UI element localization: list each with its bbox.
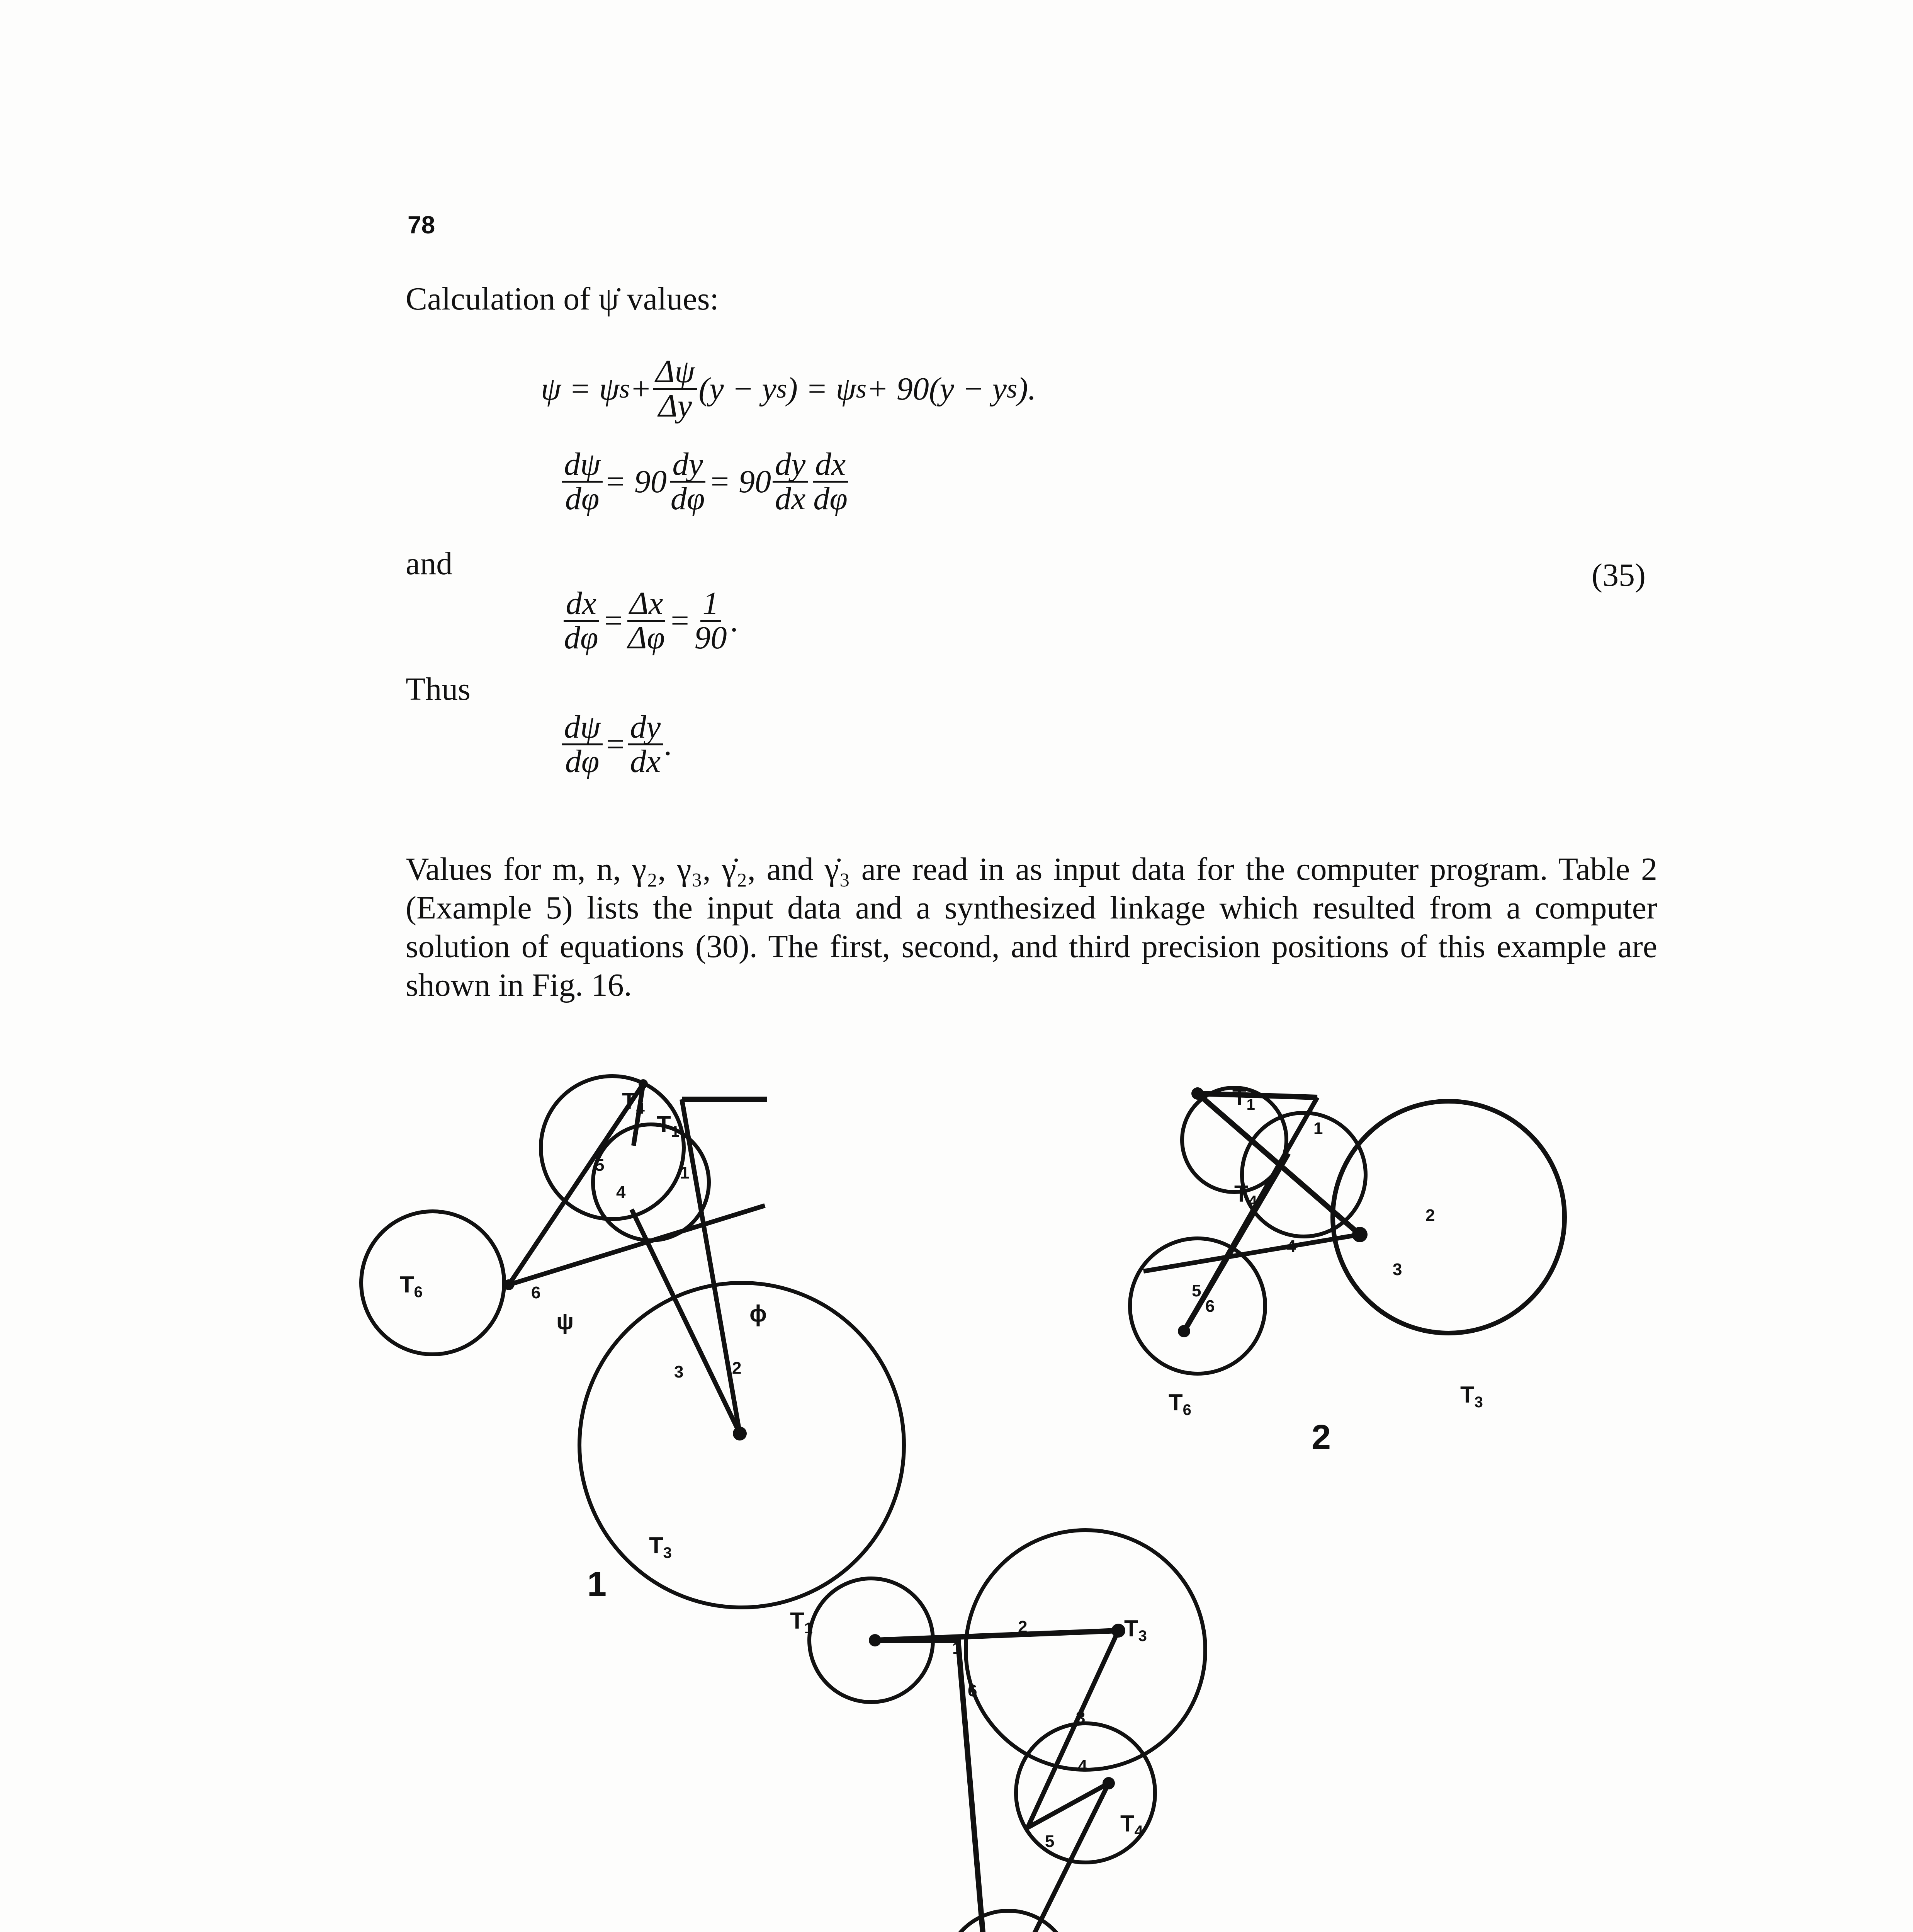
equation-psi: ψ = ψ s + $\frac{\Delta\psi}{\Delta y}$ (y − y s ) = ψ s + 90(y − y s ). [541, 354, 1036, 424]
gear-T4 [541, 1076, 684, 1219]
link-label: 3 [1076, 1708, 1086, 1727]
label-T6: $T_6$ [400, 1272, 423, 1301]
link-label: 1 [1313, 1119, 1323, 1138]
gear-T3 [966, 1530, 1205, 1770]
gear-T3 [1333, 1101, 1565, 1333]
label-T4: $T_4$ [1234, 1181, 1257, 1210]
connector-thus: Thus [406, 671, 471, 707]
equation-dpsi-dphi: $\frac{d\psi}{d\varphi}$ = 90 $\frac{dy}{d\varphi}$ = 90 $\frac{dy}{dx}$ $\frac{dx}{d\varphi}$ [560, 448, 851, 515]
link-label: 1 [680, 1163, 690, 1182]
link-label: 6 [1205, 1297, 1215, 1316]
position-3-diagram [809, 1530, 1205, 1932]
link-label: 5 [1192, 1281, 1201, 1300]
pivot [1191, 1087, 1204, 1100]
pivot [1111, 1624, 1125, 1638]
page-number: 78 [408, 211, 435, 239]
link-label: 5 [595, 1156, 605, 1175]
position-label-2: 2 [1312, 1418, 1331, 1457]
label-T3: $T_3$ [649, 1532, 672, 1561]
gear-T6 [945, 1911, 1072, 1932]
label-T6: $T_6$ [1169, 1389, 1191, 1418]
label-phi: ϕ [749, 1301, 767, 1327]
link-label: 4 [1286, 1237, 1296, 1256]
link-label: 1 [952, 1639, 962, 1658]
link-label: 4 [1078, 1757, 1087, 1776]
link-1 [1198, 1094, 1317, 1097]
link-2-3 [632, 1099, 740, 1434]
pivot [733, 1427, 747, 1440]
label-T1: $T_1$ [657, 1111, 680, 1140]
label-T3: $T_3$ [1460, 1382, 1483, 1411]
link-label: 2 [1425, 1206, 1435, 1225]
label-T3: $T_3$ [1124, 1616, 1147, 1645]
label-T1: $T_1$ [790, 1608, 813, 1637]
gear-T3 [579, 1283, 904, 1607]
link-label: 4 [616, 1183, 626, 1202]
pivot [1103, 1777, 1115, 1789]
pivot [639, 1079, 648, 1088]
body-paragraph: Values for m, n, γ₂, γ₃, γ̇₂, and γ̇₃ are read in as input data for the computer program. Table 2 (Example 5) lists the input data and a synthesized linkage which resulted from a computer solution of equations (30). The first, second, and third precision positions of this example are shown in Fig. 16. [406, 851, 1657, 1003]
link-6 [1184, 1097, 1317, 1331]
section-heading: Calculation of ψ̇ values: [406, 281, 719, 317]
equation-number: (35) [1592, 557, 1646, 593]
link-label: 5 [1045, 1832, 1055, 1851]
equation-result: $\frac{d\psi}{d\varphi}$ = $\frac{dy}{dx}$ . [560, 711, 673, 778]
pivot [1178, 1325, 1190, 1337]
label-T1: $T_1$ [1232, 1084, 1255, 1113]
gear-T4 [1242, 1113, 1366, 1236]
link-label: 3 [1393, 1260, 1402, 1279]
position-2-diagram [1130, 1088, 1565, 1374]
link-label: 6 [968, 1681, 977, 1700]
fraction: $\frac{\Delta\psi}{\Delta y}$ [653, 355, 697, 422]
pivot [1352, 1227, 1368, 1242]
link-3 [1028, 1631, 1118, 1828]
link-label: 3 [674, 1362, 684, 1381]
equation-dx-dphi: $\frac{dx}{d\varphi}$ = $\frac{\Delta x}{\Delta\varphi}$ = $\frac{1}{90}$ . [564, 585, 739, 656]
pivot [869, 1634, 881, 1646]
position-1-diagram [361, 1076, 904, 1607]
label-T4: $T_4$ [1120, 1811, 1143, 1840]
pivot [503, 1279, 514, 1290]
label-psi: ψ [556, 1308, 574, 1334]
link-1 [875, 1640, 999, 1932]
position-label-1: 1 [587, 1565, 607, 1604]
link-label: 2 [1018, 1617, 1028, 1636]
connector-and: and [406, 546, 453, 582]
link-label: 6 [531, 1283, 541, 1302]
label-T4: $T_4$ [622, 1088, 645, 1117]
gear-T4 [1016, 1723, 1155, 1862]
gear-T6 [361, 1211, 504, 1354]
link-label: 2 [732, 1359, 742, 1378]
